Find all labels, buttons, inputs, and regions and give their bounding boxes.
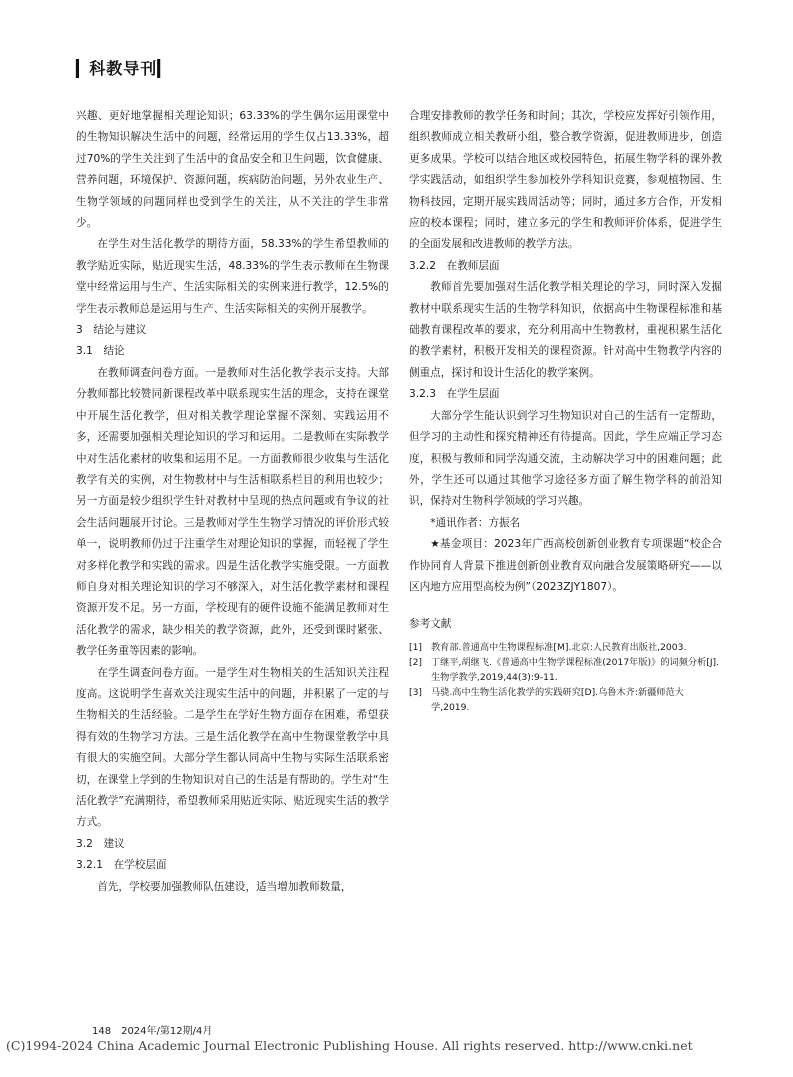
- left-text-column: [76, 106, 389, 898]
- section-heading: 3.1 结论: [76, 345, 125, 358]
- body-paragraph: 合理安排教师的教学任务和时间；其次，学校应发挥好引领作用，组织教师成立相关教研小组，整合教学资源，促进教师进步，创造更多成果。学校可以结合地区或校园特色，拓展生物学科的课外教学实践活动，如组织学生参加校外学科知识竞赛，参观植物园、生物科技园，定期开展实践周活动等；同时，通过多方合作，开发相应的校本课程；同时，建立多元的学生和教师评价体系，促进学生的全面发展和改进教师的教学方法。: [409, 110, 722, 251]
- copyright-footer: (C)1994-2024 China Academic Journal Electronic Publishing House. All rights reserved. http://www.cnki.net: [6, 1038, 693, 1053]
- reference-number: [3]: [409, 686, 423, 698]
- body-paragraph: 在学生调查问卷方面。一是学生对生物相关的生活知识关注程度高。这说明学生喜欢关注现实生活中的问题，并积累了一定的与生物相关的生活经验。二是学生在学好生物方面存在困难，希望获得有效的生物学习方法。三是生活化教学在高中生物课堂教学中具有很大的实施空间。大部分学生都认同高中生物与实际生活联系密切，在课堂上学到的生物知识对自己的生活是有帮助的。学生对“生活化教学”充满期待，希望教师采用贴近实际、贴近现实生活的教学方式。: [76, 666, 389, 829]
- body-paragraph: 在教师调查问卷方面。一是教师对生活化教学表示支持。大部分教师都比较赞同新课程改革中联系现实生活的理念，支持在课堂中开展生活化教学，但对相关教学理论掌握不深刻、实践运用不多，还需要加强相关理论知识的学习和运用。二是教师在实际教学中对生活化素材的收集和运用不足。一方面教师很少收集与生活化教学有关的实例，对生物教材中与生活相联系栏目的利用也较少；另一方面是较少组织学生针对教材中呈现的热点问题或有争议的社会生活问题展开讨论。三是教师对学生生物学习情况的评价形式较单一，说明教师仍过于注重学生对理论知识的掌握，而轻视了学生对多样化教学和实践的需求。四是生活化教学实施受限。一方面教师自身对相关理论知识的学习不够深入，对生活化教学素材和课程资源开发不足。另一方面，学校现有的硬件设施不能满足教师对生活化教学的需求，缺少相关的教学资源，此外，还受到课时紧张、教学任务重等因素的影响。: [76, 366, 389, 658]
- reference-text: 教育部.普通高中生物课程标准[M].北京:人民教育出版社,2003.: [431, 641, 687, 653]
- reference-item: [409, 685, 722, 715]
- reference-number: [1]: [409, 641, 423, 653]
- right-text-column: [409, 106, 722, 715]
- page-folio: 148 2024年/第12期/4月: [92, 1026, 213, 1037]
- body-paragraph: *通讯作者：方振名: [430, 516, 521, 529]
- body-paragraph: 大部分学生能认识到学习生物知识对自己的生活有一定帮助，但学习的主动性和探究精神还有待提高。因此，学生应端正学习态度，积极与教师和同学沟通交流，主动解决学习中的困难问题；此外，学生还可以通过其他学习途径多方面了解生物学科的前沿知识，保持对生物科学领域的学习兴趣。: [409, 409, 722, 508]
- section-heading: 3.2.3 在学生层面: [409, 388, 500, 401]
- journal-masthead: ▎科教导刊▎: [76, 59, 171, 78]
- reference-list: [409, 640, 722, 715]
- section-heading: 3.2.1 在学校层面: [76, 859, 167, 872]
- reference-item: [409, 640, 722, 655]
- references-heading: 参考文献: [409, 618, 452, 631]
- section-heading: 3.2 建议: [76, 837, 125, 850]
- body-paragraph: 在学生对生活化教学的期待方面，58.33%的学生希望教师的教学贴近实际，贴近现实生活，48.33%的学生表示教师在生物课堂中经常运用与生产、生活实际相关的实例来进行教学，12.5%的学生表示教师总是运用与生产、生活实际相关的实例开展教学。: [76, 238, 389, 315]
- section-heading: 3.2.2 在教师层面: [409, 259, 500, 272]
- section-heading: 3 结论与建议: [76, 324, 147, 337]
- reference-text: 马骁.高中生物生活化教学的实践研究[D].乌鲁木齐:新疆师范大学,2019.: [431, 686, 684, 713]
- reference-text: 丁继平,胡继飞.《普通高中生物学课程标准(2017年版)》的词频分析[J].生物学教学,2019,44(3):9-11.: [431, 656, 720, 683]
- reference-item: [409, 655, 722, 685]
- body-paragraph: ★基金项目：2023年广西高校创新创业教育专项课题“校企合作协同育人背景下推进创新创业教育双向融合发展策略研究——以区内地方应用型高校为例”（2023ZJY1807）。: [409, 538, 722, 593]
- body-paragraph: 首先，学校要加强教师队伍建设，适当增加教师数量，: [97, 880, 352, 893]
- body-paragraph: 兴趣、更好地掌握相关理论知识；63.33%的学生偶尔运用课堂中的生物知识解决生活中的问题，经常运用的学生仅占13.33%，超过70%的学生关注到了生活中的食品安全和卫生问题，饮食健康、营养问题，环境保护、资源问题，疾病防治问题，另外农业生产、生物学领域的问题同样也受到学生的关注，从不关注的学生非常少。: [76, 110, 389, 230]
- reference-number: [2]: [409, 656, 423, 668]
- body-paragraph: 教师首先要加强对生活化教学相关理论的学习，同时深入发掘教材中联系现实生活的生物学科知识，依据高中生物课程标准和基础教育课程改革的要求，充分利用高中生物教材，重视积累生活化的教学素材，积极开发相关的课程资源。针对高中生物教学内容的侧重点，探讨和设计生活化的教学案例。: [409, 281, 722, 379]
